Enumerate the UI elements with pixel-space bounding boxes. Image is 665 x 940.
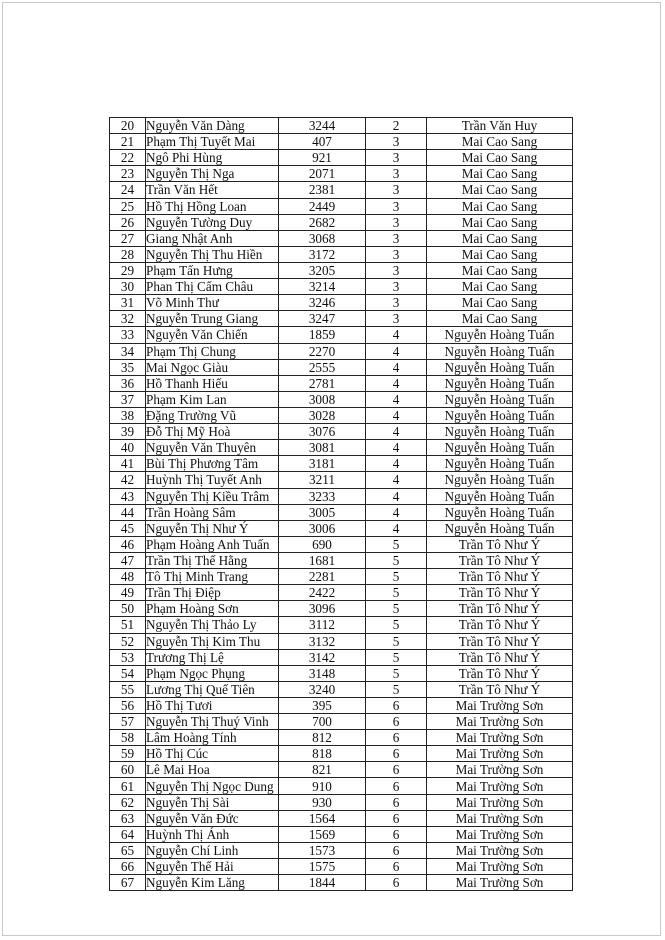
group-number-cell: 5 xyxy=(366,633,427,649)
group-number-cell: 4 xyxy=(366,359,427,375)
group-number-cell: 3 xyxy=(366,311,427,327)
table-row xyxy=(110,617,573,633)
teacher-name-cell: Mai Trường Sơn xyxy=(427,762,573,778)
row-number-cell: 57 xyxy=(110,714,146,730)
person-name-cell: Trần Hoàng Sâm xyxy=(146,504,279,520)
group-number-cell: 3 xyxy=(366,198,427,214)
roster-table-body xyxy=(110,118,573,891)
table-row xyxy=(110,697,573,713)
group-number-cell: 3 xyxy=(366,246,427,262)
registration-code-cell: 3172 xyxy=(279,246,366,262)
teacher-name-cell: Mai Trường Sơn xyxy=(427,778,573,794)
registration-code-cell: 700 xyxy=(279,714,366,730)
teacher-name-cell: Mai Cao Sang xyxy=(427,134,573,150)
row-number-cell: 26 xyxy=(110,214,146,230)
person-name-cell: Lương Thị Quế Tiên xyxy=(146,681,279,697)
person-name-cell: Phạm Kim Lan xyxy=(146,391,279,407)
group-number-cell: 6 xyxy=(366,810,427,826)
row-number-cell: 66 xyxy=(110,859,146,875)
table-row xyxy=(110,150,573,166)
table-row xyxy=(110,456,573,472)
row-number-cell: 20 xyxy=(110,118,146,134)
table-row xyxy=(110,826,573,842)
person-name-cell: Nguyễn Trung Giang xyxy=(146,311,279,327)
person-name-cell: Mai Ngọc Giàu xyxy=(146,359,279,375)
person-name-cell: Đặng Trường Vũ xyxy=(146,407,279,423)
table-row xyxy=(110,681,573,697)
person-name-cell: Nguyễn Kim Lăng xyxy=(146,875,279,891)
person-name-cell: Phạm Hoàng Anh Tuấn xyxy=(146,536,279,552)
person-name-cell: Nguyễn Thị Sài xyxy=(146,794,279,810)
table-row xyxy=(110,391,573,407)
row-number-cell: 62 xyxy=(110,794,146,810)
row-number-cell: 39 xyxy=(110,424,146,440)
group-number-cell: 6 xyxy=(366,794,427,810)
person-name-cell: Nguyễn Tường Duy xyxy=(146,214,279,230)
person-name-cell: Nguyễn Thị Thảo Ly xyxy=(146,617,279,633)
row-number-cell: 55 xyxy=(110,681,146,697)
teacher-name-cell: Trần Văn Huy xyxy=(427,118,573,134)
teacher-name-cell: Nguyễn Hoàng Tuấn xyxy=(427,440,573,456)
group-number-cell: 4 xyxy=(366,424,427,440)
person-name-cell: Giang Nhật Anh xyxy=(146,230,279,246)
table-row xyxy=(110,118,573,134)
registration-code-cell: 407 xyxy=(279,134,366,150)
registration-code-cell: 1859 xyxy=(279,327,366,343)
teacher-name-cell: Nguyễn Hoàng Tuấn xyxy=(427,359,573,375)
registration-code-cell: 3142 xyxy=(279,649,366,665)
person-name-cell: Nguyễn Văn Chiến xyxy=(146,327,279,343)
person-name-cell: Hồ Thị Cúc xyxy=(146,746,279,762)
row-number-cell: 33 xyxy=(110,327,146,343)
teacher-name-cell: Mai Cao Sang xyxy=(427,214,573,230)
person-name-cell: Phan Thị Cẩm Châu xyxy=(146,279,279,295)
teacher-name-cell: Mai Cao Sang xyxy=(427,279,573,295)
table-row xyxy=(110,407,573,423)
table-row xyxy=(110,166,573,182)
teacher-name-cell: Nguyễn Hoàng Tuấn xyxy=(427,375,573,391)
person-name-cell: Nguyễn Văn Thuyên xyxy=(146,440,279,456)
row-number-cell: 23 xyxy=(110,166,146,182)
teacher-name-cell: Nguyễn Hoàng Tuấn xyxy=(427,520,573,536)
table-row xyxy=(110,859,573,875)
registration-code-cell: 1575 xyxy=(279,859,366,875)
row-number-cell: 44 xyxy=(110,504,146,520)
teacher-name-cell: Mai Cao Sang xyxy=(427,230,573,246)
person-name-cell: Phạm Hoàng Sơn xyxy=(146,601,279,617)
table-row xyxy=(110,730,573,746)
row-number-cell: 38 xyxy=(110,407,146,423)
registration-code-cell: 2682 xyxy=(279,214,366,230)
registration-code-cell: 3205 xyxy=(279,262,366,278)
registration-code-cell: 3112 xyxy=(279,617,366,633)
person-name-cell: Bùi Thị Phương Tâm xyxy=(146,456,279,472)
table-row xyxy=(110,794,573,810)
person-name-cell: Nguyễn Thị Nga xyxy=(146,166,279,182)
table-row xyxy=(110,762,573,778)
row-number-cell: 31 xyxy=(110,295,146,311)
group-number-cell: 3 xyxy=(366,150,427,166)
row-number-cell: 46 xyxy=(110,536,146,552)
registration-code-cell: 2071 xyxy=(279,166,366,182)
teacher-name-cell: Mai Trường Sơn xyxy=(427,746,573,762)
registration-code-cell: 3247 xyxy=(279,311,366,327)
row-number-cell: 47 xyxy=(110,552,146,568)
registration-code-cell: 2555 xyxy=(279,359,366,375)
teacher-name-cell: Mai Trường Sơn xyxy=(427,714,573,730)
group-number-cell: 4 xyxy=(366,327,427,343)
group-number-cell: 5 xyxy=(366,552,427,568)
person-name-cell: Võ Minh Thư xyxy=(146,295,279,311)
registration-code-cell: 3005 xyxy=(279,504,366,520)
registration-code-cell: 930 xyxy=(279,794,366,810)
row-number-cell: 65 xyxy=(110,842,146,858)
registration-code-cell: 2270 xyxy=(279,343,366,359)
registration-code-cell: 3240 xyxy=(279,681,366,697)
person-name-cell: Tô Thị Minh Trang xyxy=(146,569,279,585)
person-name-cell: Nguyễn Thị Kim Thu xyxy=(146,633,279,649)
teacher-name-cell: Trần Tô Như Ý xyxy=(427,617,573,633)
registration-code-cell: 3181 xyxy=(279,456,366,472)
table-row xyxy=(110,359,573,375)
person-name-cell: Nguyễn Chí Linh xyxy=(146,842,279,858)
group-number-cell: 6 xyxy=(366,875,427,891)
teacher-name-cell: Mai Trường Sơn xyxy=(427,730,573,746)
registration-code-cell: 2781 xyxy=(279,375,366,391)
person-name-cell: Trương Thị Lệ xyxy=(146,649,279,665)
table-row xyxy=(110,343,573,359)
table-row xyxy=(110,552,573,568)
person-name-cell: Hồ Thị Hồng Loan xyxy=(146,198,279,214)
row-number-cell: 24 xyxy=(110,182,146,198)
row-number-cell: 27 xyxy=(110,230,146,246)
row-number-cell: 63 xyxy=(110,810,146,826)
row-number-cell: 42 xyxy=(110,472,146,488)
person-name-cell: Lâm Hoàng Tính xyxy=(146,730,279,746)
group-number-cell: 2 xyxy=(366,118,427,134)
registration-code-cell: 3081 xyxy=(279,440,366,456)
row-number-cell: 60 xyxy=(110,762,146,778)
group-number-cell: 6 xyxy=(366,826,427,842)
registration-code-cell: 1564 xyxy=(279,810,366,826)
teacher-name-cell: Mai Trường Sơn xyxy=(427,842,573,858)
row-number-cell: 51 xyxy=(110,617,146,633)
group-number-cell: 3 xyxy=(366,166,427,182)
teacher-name-cell: Trần Tô Như Ý xyxy=(427,585,573,601)
person-name-cell: Ngô Phi Hùng xyxy=(146,150,279,166)
registration-code-cell: 3132 xyxy=(279,633,366,649)
group-number-cell: 5 xyxy=(366,585,427,601)
person-name-cell: Phạm Tấn Hưng xyxy=(146,262,279,278)
table-row xyxy=(110,134,573,150)
table-row xyxy=(110,182,573,198)
registration-code-cell: 1573 xyxy=(279,842,366,858)
registration-code-cell: 2422 xyxy=(279,585,366,601)
row-number-cell: 35 xyxy=(110,359,146,375)
person-name-cell: Hồ Thanh Hiếu xyxy=(146,375,279,391)
group-number-cell: 6 xyxy=(366,859,427,875)
teacher-name-cell: Mai Trường Sơn xyxy=(427,859,573,875)
row-number-cell: 58 xyxy=(110,730,146,746)
group-number-cell: 4 xyxy=(366,472,427,488)
group-number-cell: 5 xyxy=(366,617,427,633)
person-name-cell: Đỗ Thị Mỹ Hoà xyxy=(146,424,279,440)
person-name-cell: Huỳnh Thị Tuyết Anh xyxy=(146,472,279,488)
registration-code-cell: 3076 xyxy=(279,424,366,440)
table-row xyxy=(110,810,573,826)
group-number-cell: 3 xyxy=(366,230,427,246)
registration-code-cell: 3028 xyxy=(279,407,366,423)
group-number-cell: 5 xyxy=(366,601,427,617)
registration-code-cell: 3148 xyxy=(279,665,366,681)
group-number-cell: 6 xyxy=(366,730,427,746)
teacher-name-cell: Mai Cao Sang xyxy=(427,198,573,214)
teacher-name-cell: Nguyễn Hoàng Tuấn xyxy=(427,504,573,520)
row-number-cell: 49 xyxy=(110,585,146,601)
teacher-name-cell: Mai Cao Sang xyxy=(427,246,573,262)
table-row xyxy=(110,649,573,665)
person-name-cell: Nguyễn Thị Thuý Vinh xyxy=(146,714,279,730)
teacher-name-cell: Mai Trường Sơn xyxy=(427,826,573,842)
table-row xyxy=(110,875,573,891)
person-name-cell: Nguyễn Thị Ngọc Dung xyxy=(146,778,279,794)
teacher-name-cell: Nguyễn Hoàng Tuấn xyxy=(427,391,573,407)
group-number-cell: 4 xyxy=(366,488,427,504)
teacher-name-cell: Nguyễn Hoàng Tuấn xyxy=(427,343,573,359)
registration-code-cell: 821 xyxy=(279,762,366,778)
table-row xyxy=(110,198,573,214)
table-row xyxy=(110,536,573,552)
row-number-cell: 61 xyxy=(110,778,146,794)
teacher-name-cell: Mai Cao Sang xyxy=(427,295,573,311)
table-row xyxy=(110,327,573,343)
table-row xyxy=(110,440,573,456)
group-number-cell: 3 xyxy=(366,182,427,198)
teacher-name-cell: Nguyễn Hoàng Tuấn xyxy=(427,472,573,488)
table-row xyxy=(110,279,573,295)
teacher-name-cell: Nguyễn Hoàng Tuấn xyxy=(427,488,573,504)
group-number-cell: 6 xyxy=(366,714,427,730)
registration-code-cell: 3211 xyxy=(279,472,366,488)
table-row xyxy=(110,472,573,488)
person-name-cell: Nguyễn Thế Hải xyxy=(146,859,279,875)
table-row xyxy=(110,488,573,504)
group-number-cell: 5 xyxy=(366,649,427,665)
table-row xyxy=(110,262,573,278)
person-name-cell: Phạm Thị Chung xyxy=(146,343,279,359)
teacher-name-cell: Trần Tô Như Ý xyxy=(427,665,573,681)
table-row xyxy=(110,569,573,585)
group-number-cell: 4 xyxy=(366,407,427,423)
table-row xyxy=(110,601,573,617)
table-row xyxy=(110,746,573,762)
registration-code-cell: 3244 xyxy=(279,118,366,134)
group-number-cell: 5 xyxy=(366,665,427,681)
row-number-cell: 32 xyxy=(110,311,146,327)
teacher-name-cell: Trần Tô Như Ý xyxy=(427,649,573,665)
group-number-cell: 4 xyxy=(366,456,427,472)
registration-code-cell: 910 xyxy=(279,778,366,794)
row-number-cell: 22 xyxy=(110,150,146,166)
teacher-name-cell: Mai Cao Sang xyxy=(427,166,573,182)
teacher-name-cell: Trần Tô Như Ý xyxy=(427,633,573,649)
table-row xyxy=(110,520,573,536)
registration-code-cell: 3096 xyxy=(279,601,366,617)
teacher-name-cell: Mai Trường Sơn xyxy=(427,794,573,810)
table-row xyxy=(110,295,573,311)
person-name-cell: Nguyễn Thị Thu Hiền xyxy=(146,246,279,262)
table-row xyxy=(110,504,573,520)
registration-code-cell: 3246 xyxy=(279,295,366,311)
registration-code-cell: 3214 xyxy=(279,279,366,295)
teacher-name-cell: Mai Cao Sang xyxy=(427,182,573,198)
row-number-cell: 54 xyxy=(110,665,146,681)
row-number-cell: 64 xyxy=(110,826,146,842)
row-number-cell: 34 xyxy=(110,343,146,359)
table-row xyxy=(110,311,573,327)
person-name-cell: Trần Văn Hết xyxy=(146,182,279,198)
group-number-cell: 6 xyxy=(366,762,427,778)
person-name-cell: Phạm Ngọc Phụng xyxy=(146,665,279,681)
table-row xyxy=(110,214,573,230)
teacher-name-cell: Mai Cao Sang xyxy=(427,150,573,166)
group-number-cell: 4 xyxy=(366,375,427,391)
row-number-cell: 29 xyxy=(110,262,146,278)
group-number-cell: 6 xyxy=(366,697,427,713)
person-name-cell: Phạm Thị Tuyết Mai xyxy=(146,134,279,150)
registration-code-cell: 3006 xyxy=(279,520,366,536)
person-name-cell: Hồ Thị Tươi xyxy=(146,697,279,713)
person-name-cell: Trần Thị Thế Hằng xyxy=(146,552,279,568)
table-row xyxy=(110,778,573,794)
registration-code-cell: 690 xyxy=(279,536,366,552)
teacher-name-cell: Trần Tô Như Ý xyxy=(427,569,573,585)
registration-code-cell: 2449 xyxy=(279,198,366,214)
person-name-cell: Nguyễn Thị Kiều Trâm xyxy=(146,488,279,504)
teacher-name-cell: Mai Cao Sang xyxy=(427,311,573,327)
group-number-cell: 4 xyxy=(366,440,427,456)
registration-code-cell: 921 xyxy=(279,150,366,166)
registration-code-cell: 1681 xyxy=(279,552,366,568)
person-name-cell: Lê Mai Hoa xyxy=(146,762,279,778)
table-row xyxy=(110,230,573,246)
row-number-cell: 40 xyxy=(110,440,146,456)
group-number-cell: 5 xyxy=(366,681,427,697)
row-number-cell: 50 xyxy=(110,601,146,617)
group-number-cell: 3 xyxy=(366,214,427,230)
row-number-cell: 45 xyxy=(110,520,146,536)
registration-code-cell: 3008 xyxy=(279,391,366,407)
group-number-cell: 6 xyxy=(366,746,427,762)
row-number-cell: 43 xyxy=(110,488,146,504)
row-number-cell: 25 xyxy=(110,198,146,214)
row-number-cell: 48 xyxy=(110,569,146,585)
teacher-name-cell: Trần Tô Như Ý xyxy=(427,552,573,568)
table-row xyxy=(110,246,573,262)
registration-code-cell: 812 xyxy=(279,730,366,746)
person-name-cell: Nguyễn Văn Dàng xyxy=(146,118,279,134)
registration-code-cell: 1844 xyxy=(279,875,366,891)
teacher-name-cell: Trần Tô Như Ý xyxy=(427,536,573,552)
registration-code-cell: 2381 xyxy=(279,182,366,198)
person-name-cell: Nguyễn Thị Như Ý xyxy=(146,520,279,536)
table-row xyxy=(110,842,573,858)
row-number-cell: 67 xyxy=(110,875,146,891)
registration-code-cell: 2281 xyxy=(279,569,366,585)
group-number-cell: 4 xyxy=(366,343,427,359)
row-number-cell: 41 xyxy=(110,456,146,472)
group-number-cell: 5 xyxy=(366,536,427,552)
group-number-cell: 3 xyxy=(366,134,427,150)
group-number-cell: 3 xyxy=(366,262,427,278)
table-row xyxy=(110,424,573,440)
teacher-name-cell: Nguyễn Hoàng Tuấn xyxy=(427,407,573,423)
group-number-cell: 3 xyxy=(366,279,427,295)
row-number-cell: 37 xyxy=(110,391,146,407)
group-number-cell: 4 xyxy=(366,504,427,520)
teacher-name-cell: Mai Cao Sang xyxy=(427,262,573,278)
row-number-cell: 53 xyxy=(110,649,146,665)
registration-code-cell: 818 xyxy=(279,746,366,762)
table-row xyxy=(110,585,573,601)
group-number-cell: 5 xyxy=(366,569,427,585)
row-number-cell: 56 xyxy=(110,697,146,713)
group-number-cell: 6 xyxy=(366,842,427,858)
group-number-cell: 6 xyxy=(366,778,427,794)
group-number-cell: 4 xyxy=(366,520,427,536)
table-row xyxy=(110,714,573,730)
row-number-cell: 28 xyxy=(110,246,146,262)
person-name-cell: Trần Thị Điệp xyxy=(146,585,279,601)
teacher-name-cell: Trần Tô Như Ý xyxy=(427,601,573,617)
table-row xyxy=(110,633,573,649)
row-number-cell: 36 xyxy=(110,375,146,391)
teacher-name-cell: Nguyễn Hoàng Tuấn xyxy=(427,456,573,472)
table-row xyxy=(110,665,573,681)
row-number-cell: 52 xyxy=(110,633,146,649)
teacher-name-cell: Nguyễn Hoàng Tuấn xyxy=(427,327,573,343)
registration-code-cell: 395 xyxy=(279,697,366,713)
teacher-name-cell: Mai Trường Sơn xyxy=(427,697,573,713)
teacher-name-cell: Mai Trường Sơn xyxy=(427,875,573,891)
person-name-cell: Nguyễn Văn Đức xyxy=(146,810,279,826)
registration-code-cell: 3233 xyxy=(279,488,366,504)
teacher-name-cell: Trần Tô Như Ý xyxy=(427,681,573,697)
group-number-cell: 4 xyxy=(366,391,427,407)
roster-table xyxy=(109,117,573,891)
table-row xyxy=(110,375,573,391)
registration-code-cell: 1569 xyxy=(279,826,366,842)
group-number-cell: 3 xyxy=(366,295,427,311)
row-number-cell: 30 xyxy=(110,279,146,295)
registration-code-cell: 3068 xyxy=(279,230,366,246)
row-number-cell: 21 xyxy=(110,134,146,150)
teacher-name-cell: Mai Trường Sơn xyxy=(427,810,573,826)
row-number-cell: 59 xyxy=(110,746,146,762)
person-name-cell: Huỳnh Thị Ánh xyxy=(146,826,279,842)
teacher-name-cell: Nguyễn Hoàng Tuấn xyxy=(427,424,573,440)
